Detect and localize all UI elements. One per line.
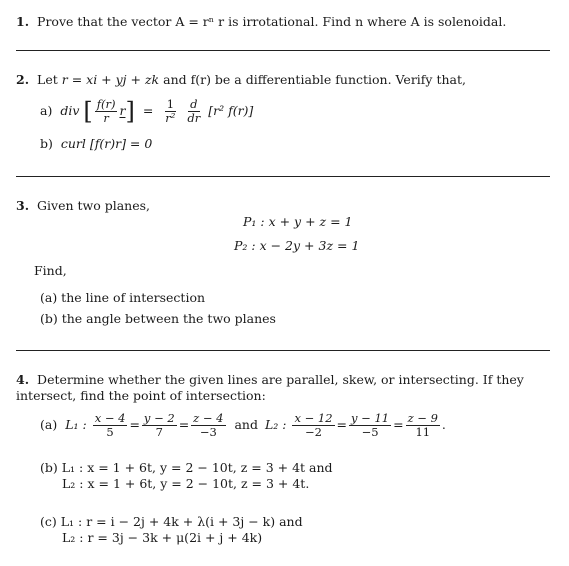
fraction-denominator: 11 xyxy=(415,425,431,440)
question-3 xyxy=(16,198,553,214)
equals-sign: = xyxy=(393,417,404,433)
line-2-label: L₂ : xyxy=(264,417,287,433)
question-number: 4. xyxy=(16,372,30,387)
fraction-denominator: −5 xyxy=(361,425,379,440)
fraction xyxy=(349,412,391,439)
fraction-numerator: z − 4 xyxy=(193,411,224,425)
fraction-numerator: x − 4 xyxy=(94,411,126,425)
fraction xyxy=(93,412,128,439)
equals-sign: = xyxy=(142,103,154,119)
part-label: (a) xyxy=(40,417,58,433)
fraction xyxy=(163,98,177,125)
bracket-close: ] xyxy=(125,97,135,126)
question-1-text: Prove that the vector A = rⁿ r is irrotational. Find n where A is solenoidal. xyxy=(37,14,507,29)
divider xyxy=(16,350,550,351)
bracket-expression: [r² f(r)] xyxy=(208,103,254,119)
fraction xyxy=(191,412,225,439)
plane-2: P₂ : x − 2y + 3z = 1 xyxy=(234,238,360,253)
fraction-denominator: 5 xyxy=(106,425,114,440)
fraction-numerator: x − 12 xyxy=(294,411,333,425)
question-2-intro-a: Let xyxy=(37,72,62,87)
div-operator: div xyxy=(60,103,80,119)
question-1 xyxy=(16,14,553,30)
plane-1: P₁ : x + y + z = 1 xyxy=(243,214,353,229)
fraction-denominator: dr xyxy=(187,111,201,126)
question-3-intro: Given two planes, xyxy=(37,198,151,213)
fraction-numerator: f(r) xyxy=(96,97,116,111)
divider xyxy=(16,176,550,177)
curl-expression: curl [f(r)r] = 0 xyxy=(60,136,153,151)
question-2-intro-b: and f(r) be a differentiable function. Verify that, xyxy=(159,72,466,87)
question-number: 3. xyxy=(16,198,30,213)
line-1-label: L₁ : xyxy=(65,417,87,433)
fraction-numerator: z − 9 xyxy=(407,411,438,425)
question-number: 2. xyxy=(16,72,30,87)
equals-sign: = xyxy=(336,417,348,433)
fraction xyxy=(95,98,118,125)
divider xyxy=(16,50,550,51)
fraction-numerator: d xyxy=(190,97,198,111)
question-2 xyxy=(16,72,553,88)
question-3-part-a: (a) the line of intersection xyxy=(40,290,206,305)
equals-sign: = xyxy=(129,417,140,433)
question-4-part-b-line-1: (b) L₁ : x = 1 + 6t, y = 2 − 10t, z = 3 + 4t and xyxy=(40,460,333,475)
fraction-denominator: −3 xyxy=(199,425,217,440)
find-label: Find, xyxy=(34,263,67,278)
fraction-numerator: y − 2 xyxy=(143,411,175,425)
fraction-denominator: −2 xyxy=(305,425,322,440)
question-4-part-b-line-2: L₂ : x = 1 + 6t, y = 2 − 10t, z = 3 + 4t. xyxy=(62,476,310,491)
question-3-part-b: (b) the angle between the two planes xyxy=(40,311,276,326)
question-2-part-a xyxy=(40,98,253,125)
question-2-part-b xyxy=(40,136,152,151)
question-number: 1. xyxy=(16,14,30,29)
fraction xyxy=(406,412,440,439)
fraction-denominator: r xyxy=(103,111,109,126)
fraction-denominator: r² xyxy=(165,111,176,126)
equals-sign: = xyxy=(178,417,190,433)
derivative-fraction xyxy=(185,98,202,125)
part-label: a) xyxy=(40,103,53,119)
vector-r: r xyxy=(119,103,126,119)
question-4-part-c-line-1: (c) L₁ : r = i − 2j + 4k + λ(i + 3j − k) and xyxy=(40,514,303,529)
fraction-numerator: y − 11 xyxy=(351,411,390,425)
part-label: b) xyxy=(40,136,53,151)
and-word: and xyxy=(234,417,258,433)
position-vector-definition: r = xi + yj + zk xyxy=(61,72,160,87)
fraction xyxy=(292,412,334,439)
question-4-intro: Determine whether the given lines are parallel, skew, or intersecting. If they intersect, find the point of intersection: xyxy=(16,372,524,403)
question-4-part-a: (a) L₁ : $\frac{x - 4}{5}$ = $\frac{y - 2}{7}$ = $\frac{z - 4}{-3}$ and L₂ : $\frac{x - 12}{-2}$ = $\frac{y - 11}{-5}$ = $\frac{z - 9}{11}$ . xyxy=(40,411,446,440)
bracket-open: [ xyxy=(83,97,93,126)
fraction-numerator: 1 xyxy=(166,97,175,111)
question-4 xyxy=(16,372,551,403)
fraction-denominator: 7 xyxy=(155,425,163,440)
question-4-part-c-line-2: L₂ : r = 3j − 3k + μ(2i + j + 4k) xyxy=(62,530,263,545)
fraction xyxy=(142,412,177,439)
